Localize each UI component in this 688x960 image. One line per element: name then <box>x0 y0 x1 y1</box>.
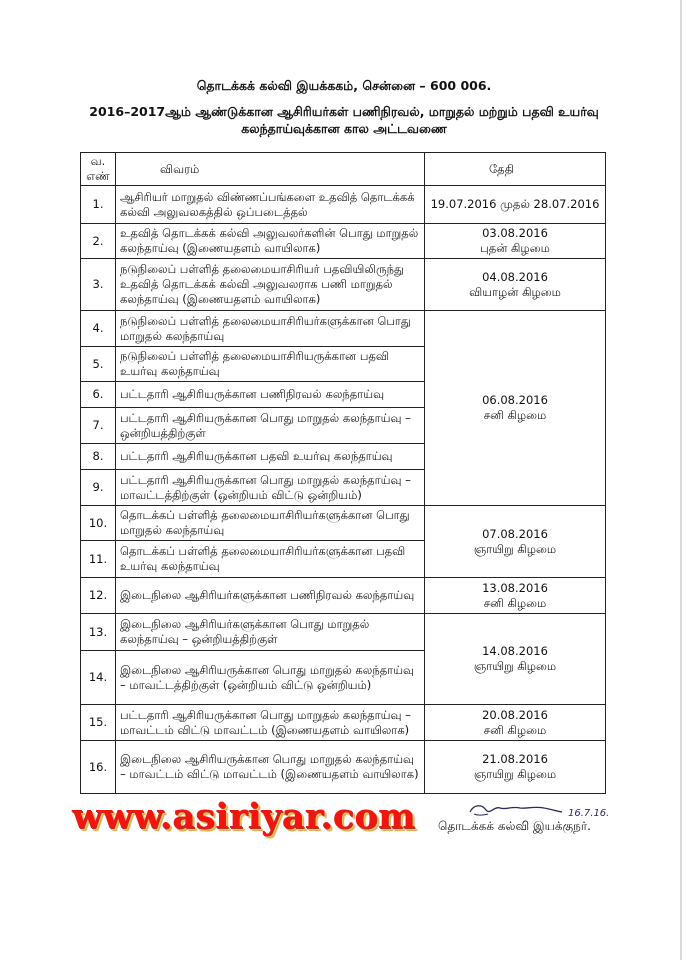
document-title-line-2: கலந்தாய்வுக்கான கால அட்டவணை <box>241 121 447 136</box>
date-text: 13.08.2016 <box>482 580 548 595</box>
table-row <box>81 186 606 224</box>
column-header-serial-number: வ. எண் <box>81 153 116 186</box>
row-number: 1. <box>81 186 116 224</box>
date-cell <box>425 578 606 614</box>
watermark-website: www.asiriyar.com <box>72 796 416 837</box>
row-description: பட்டதாரி ஆசிரியருக்கான பொது மாறுதல் கலந்தாய்வு – மாவட்டத்திற்குள் (ஒன்றியம் விட்டு ஒன்றியம்) <box>116 470 425 506</box>
day-text: புதன் கிழமை <box>480 241 550 255</box>
row-description: இடைநிலை ஆசிரியர்களுக்கான பணிநிரவல் கலந்தாய்வு <box>116 578 425 614</box>
table-row <box>81 506 606 541</box>
schedule-table <box>80 152 606 794</box>
date-cell <box>425 259 606 311</box>
row-description: பட்டதாரி ஆசிரியருக்கான பொது மாறுதல் கலந்தாய்வு – ஒன்றியத்திற்குள் <box>116 408 425 444</box>
row-number: 13. <box>81 614 116 651</box>
day-text: சனி கிழமை <box>483 722 547 737</box>
date-text: 07.08.2016 <box>482 526 548 541</box>
date-text: 14.08.2016 <box>482 644 548 658</box>
office-heading: தொடக்கக் கல்வி இயக்ககம், சென்னை – 600 006. <box>196 78 492 93</box>
table-header-row <box>81 153 606 186</box>
table-row <box>81 614 606 651</box>
row-description: தொடக்கப் பள்ளித் தலைமையாசிரியர்களுக்கான பொது மாறுதல் கலந்தாய்வு <box>116 506 425 541</box>
row-description: நடுநிலைப் பள்ளித் தலைமையாசிரியருக்கான பதவி உயர்வு கலந்தாய்வு <box>116 347 425 382</box>
row-number: 5. <box>81 347 116 382</box>
row-number: 4. <box>81 311 116 347</box>
row-number: 11. <box>81 541 116 578</box>
row-description: பட்டதாரி ஆசிரியருக்கான பொது மாறுதல் கலந்தாய்வு – மாவட்டம் விட்டு மாவட்டம் (இணையதளம் வாயிலாக) <box>116 705 425 741</box>
day-text: சனி கிழமை <box>483 408 547 422</box>
row-description: இடைநிலை ஆசிரியர்களுக்கான பொது மாறுதல் கலந்தாய்வு – ஒன்றியத்திற்குள் <box>116 614 425 651</box>
row-description: தொடக்கப் பள்ளித் தலைமையாசிரியர்களுக்கான பதவி உயர்வு கலந்தாய்வு <box>116 541 425 578</box>
date-cell <box>425 186 606 224</box>
date-cell <box>425 224 606 259</box>
row-description: பட்டதாரி ஆசிரியருக்கான பதவி உயர்வு கலந்தாய்வு <box>116 444 425 470</box>
column-header-description: விவரம் <box>116 153 425 186</box>
row-description: ஆசிரியர் மாறுதல் விண்ணப்பங்களை உதவித் தொடக்கக் கல்வி அலுவலகத்தில் ஒப்படைத்தல் <box>116 186 425 224</box>
row-number: 16. <box>81 741 116 794</box>
page-edge-line <box>680 0 682 960</box>
row-description: நடுநிலைப் பள்ளித் தலைமையாசிரியர் பதவியிலிருந்து உதவித் தொடக்கக் கல்வி அலுவலராக பணி மாறுதல் கலந்தாய்வு (இணையதளம் வாயிலாக) <box>116 259 425 311</box>
signature-date-note: 16.7.16. <box>568 808 610 819</box>
date-text: 03.08.2016 <box>482 226 548 240</box>
row-number: 14. <box>81 651 116 705</box>
date-cell <box>425 311 606 506</box>
row-number: 12. <box>81 578 116 614</box>
date-text: 20.08.2016 <box>482 707 548 722</box>
row-description: நடுநிலைப் பள்ளித் தலைமையாசிரியர்களுக்கான பொது மாறுதல் கலந்தாய்வு <box>116 311 425 347</box>
document-title-line-1: 2016–2017ஆம் ஆண்டுக்கான ஆசிரியர்கள் பணிநிரவல், மாறுதல் மற்றும் பதவி உயர்வு <box>89 104 599 119</box>
signatory-designation: தொடக்கக் கல்வி இயக்குநர். <box>438 819 591 833</box>
row-number: 15. <box>81 705 116 741</box>
day-text: ஞாயிறு கிழமை <box>473 541 557 556</box>
table-row <box>81 311 606 347</box>
row-description: இடைநிலை ஆசிரியருக்கான பொது மாறுதல் கலந்தாய்வு – மாவட்டம் விட்டு மாவட்டம் (இணையதளம் வாயிலாக) <box>116 741 425 794</box>
row-number: 8. <box>81 444 116 470</box>
column-header-date: தேதி <box>425 153 606 186</box>
day-text: ஞாயிறு கிழமை <box>473 659 557 673</box>
table-row <box>81 259 606 311</box>
date-cell <box>425 741 606 794</box>
table-row <box>81 224 606 259</box>
date-cell <box>425 705 606 741</box>
row-number: 10. <box>81 506 116 541</box>
row-number: 7. <box>81 408 116 444</box>
day-text: ஞாயிறு கிழமை <box>473 767 557 781</box>
row-description: இடைநிலை ஆசிரியருக்கான பொது மாறுதல் கலந்தாய்வு – மாவட்டத்திற்குள் (ஒன்றியம் விட்டு ஒன்றியம்) <box>116 651 425 705</box>
row-number: 3. <box>81 259 116 311</box>
date-text: 21.08.2016 <box>482 752 548 766</box>
day-text: வியாழன் கிழமை <box>469 284 561 299</box>
table-row <box>81 578 606 614</box>
row-number: 2. <box>81 224 116 259</box>
date-text: 19.07.2016 முதல் 28.07.2016 <box>430 197 600 211</box>
date-text: 04.08.2016 <box>482 269 548 284</box>
table-row <box>81 741 606 794</box>
table-row <box>81 705 606 741</box>
row-number: 9. <box>81 470 116 506</box>
date-cell <box>425 506 606 578</box>
date-text: 06.08.2016 <box>482 393 548 407</box>
date-cell <box>425 614 606 705</box>
day-text: சனி கிழமை <box>483 595 547 610</box>
row-number: 6. <box>81 382 116 408</box>
row-description: உதவித் தொடக்கக் கல்வி அலுவலர்களின் பொது மாறுதல் கலந்தாய்வு (இணையதளம் வாயிலாக) <box>116 224 425 259</box>
row-description: பட்டதாரி ஆசிரியருக்கான பணிநிரவல் கலந்தாய்வு <box>116 382 425 408</box>
